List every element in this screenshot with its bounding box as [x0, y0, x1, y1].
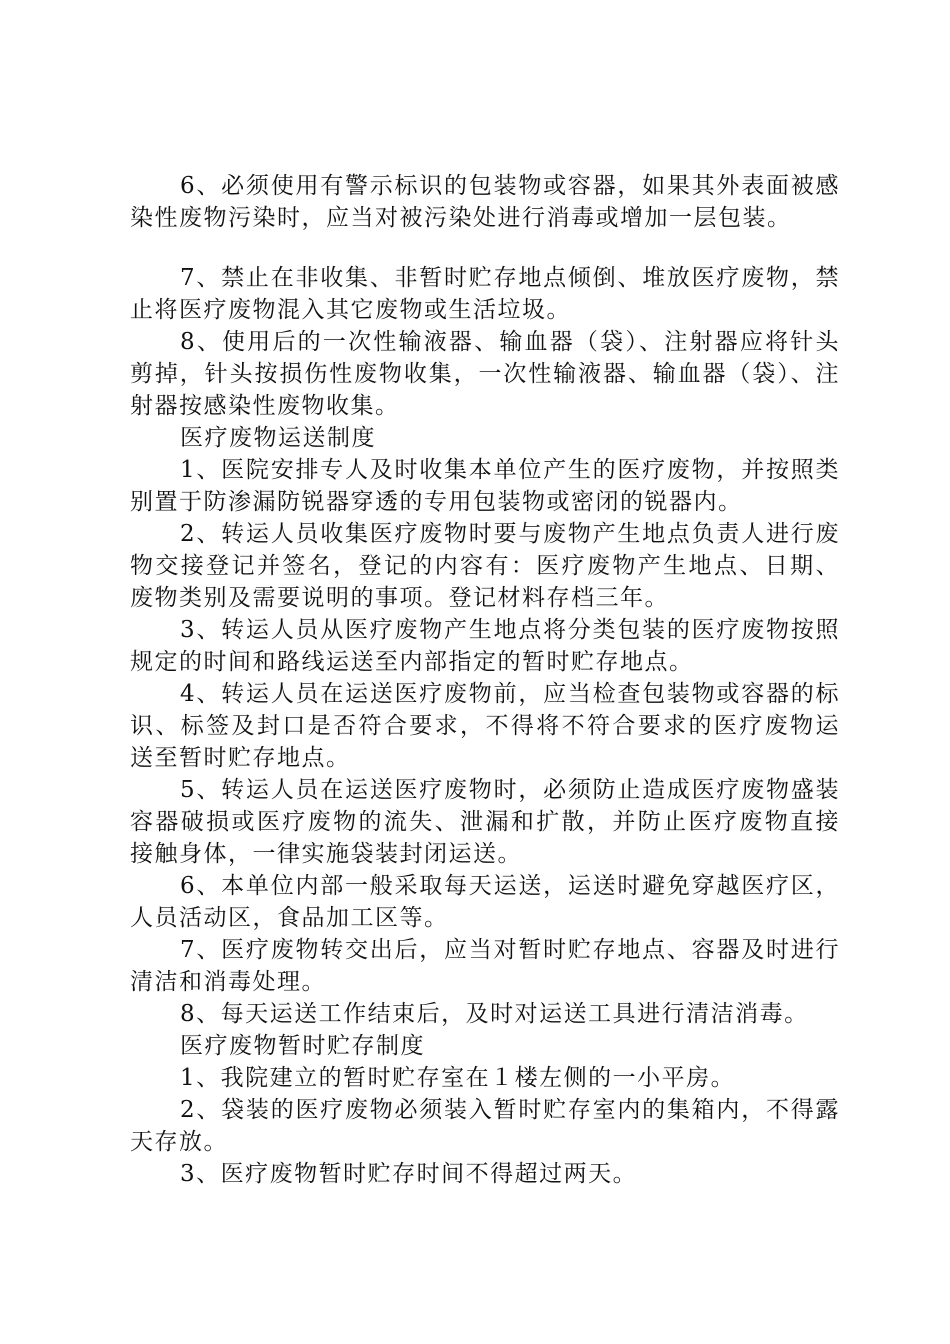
- transport-item-5: 5、转运人员在运送医疗废物时，必须防止造成医疗废物盛装容器破损或医疗废物的流失、泄漏和扩散，并防止医疗废物直接接触身体，一律实施袋装封闭运送。: [130, 777, 840, 867]
- paragraph-7-dumping: 7、禁止在非收集、非暂时贮存地点倾倒、堆放医疗废物，禁止将医疗废物混入其它废物或生活垃圾。: [130, 265, 840, 323]
- section-title-storage: 医疗废物暂时贮存制度: [180, 1033, 425, 1059]
- transport-item-8: 8、每天运送工作结束后，及时对运送工具进行清洁消毒。: [180, 1001, 809, 1027]
- transport-item-4: 4、转运人员在运送医疗废物前，应当检查包装物或容器的标识、标签及封口是否符合要求，不得将不符合要求的医疗废物运送至暂时贮存地点。: [130, 681, 840, 771]
- section-title-transport: 医疗废物运送制度: [180, 425, 376, 451]
- paragraph-8-disposables: 8、使用后的一次性输液器、输血器（袋）、注射器应将针头剪掉，针头按损伤性废物收集，一次性输液器、输血器（袋）、注射器按感染性废物收集。: [130, 329, 840, 419]
- transport-item-1: 1、医院安排专人及时收集本单位产生的医疗废物，并按照类别置于防渗漏防锐器穿透的专用包装物或密闭的锐器内。: [130, 457, 840, 515]
- transport-item-7: 7、医疗废物转交出后，应当对暂时贮存地点、容器及时进行清洁和消毒处理。: [130, 937, 840, 995]
- transport-item-3: 3、转运人员从医疗废物产生地点将分类包装的医疗废物按照规定的时间和路线运送至内部指定的暂时贮存地点。: [130, 617, 840, 675]
- transport-item-2: 2、转运人员收集医疗废物时要与废物产生地点负责人进行废物交接登记并签名，登记的内容有：医疗废物产生地点、日期、废物类别及需要说明的事项。登记材料存档三年。: [130, 521, 840, 611]
- document-page: [130, 170, 840, 1190]
- storage-item-3: 3、医疗废物暂时贮存时间不得超过两天。: [180, 1161, 638, 1187]
- storage-item-2: 2、袋装的医疗废物必须装入暂时贮存室内的集箱内，不得露天存放。: [130, 1097, 840, 1155]
- paragraph-6-packaging: 6、必须使用有警示标识的包装物或容器，如果其外表面被感染性废物污染时，应当对被污染处进行消毒或增加一层包装。: [130, 173, 840, 231]
- transport-item-6: 6、本单位内部一般采取每天运送，运送时避免穿越医疗区，人员活动区，食品加工区等。: [130, 873, 840, 931]
- storage-item-1: 1、我院建立的暂时贮存室在１楼左侧的一小平房。: [180, 1065, 736, 1091]
